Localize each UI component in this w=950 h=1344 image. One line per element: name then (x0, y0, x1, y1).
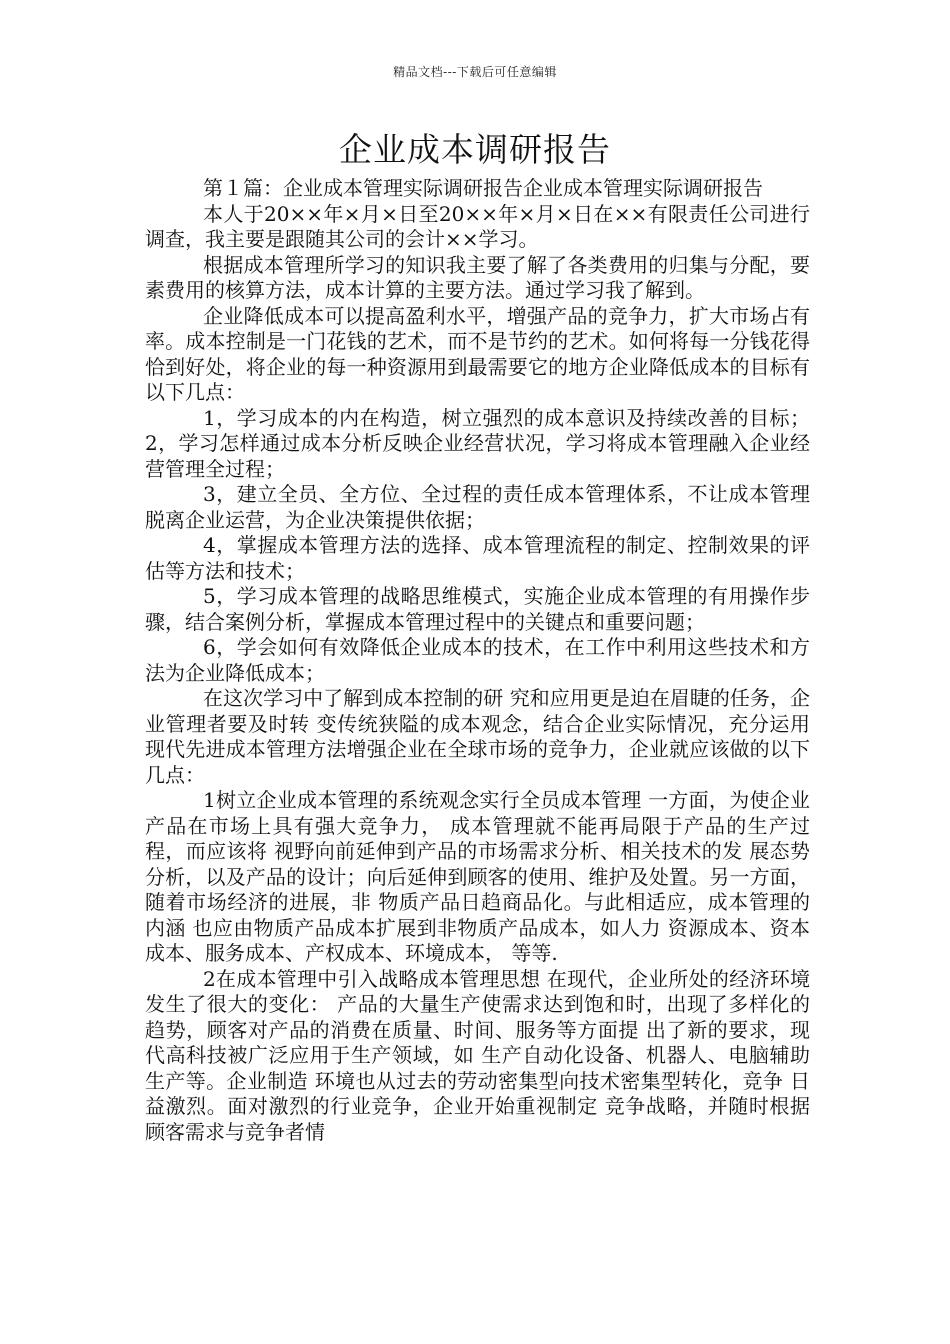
document-body (145, 176, 810, 1145)
page-header: 精品文档---下载后可任意编辑 (393, 65, 557, 79)
paragraph: 6，学会如何有效降低企业成本的技术，在工作中利用这些技术和方法为企业降低成本； (145, 635, 810, 685)
paragraph: 在这次学习中了解到成本控制的研 究和应用更是迫在眉睫的任务，企业管理者要及时转 变传统狭隘的成本观念，结合企业实际情况，充分运用 现代先进成本管理方法增强企业在全球市场的竞争力，企业就应该做的以下几点： (145, 686, 810, 787)
document-title: 企业成本调研报告 (339, 130, 611, 169)
paragraph: 2在成本管理中引入战略成本管理思想 在现代，企业所处的经济环境发生了很大的变化： 产品的大量生产使需求达到饱和时，出现了多样化的 趋势，顾客对产品的消费在质量、时间、服务等方面提 出了新的要求，现代高科技被广泛应用于生产领域，如 生产自动化设备、机器人、电脑辅助生产等。企业制造 环境也从过去的劳动密集型向技术密集型转化，竞争 日益激烈。面对激烈的行业竞争，企业开始重视制定 竞争战略，并随时根据顾客需求与竞争者情 (145, 966, 810, 1144)
paragraph: 根据成本管理所学习的知识我主要了解了各类费用的归集与分配，要素费用的核算方法，成本计算的主要方法。通过学习我了解到。 (145, 252, 810, 302)
paragraph: 1树立企业成本管理的系统观念实行全员成本管理 一方面，为使企业产品在市场上具有强大竞争力， 成本管理就不能再局限于产品的生产过程，而应该将 视野向前延伸到产品的市场需求分析、相关技术的发 展态势分析，以及产品的设计；向后延伸到顾客的使用、维护及处置。另一方面，随着市场经济的进展，非 物质产品日趋商品化。与此相适应，成本管理的内涵 也应由物质产品成本扩展到非物质产品成本，如人力 资源成本、资本成本、服务成本、产权成本、环境成本， 等等. (145, 788, 810, 965)
paragraph: 5，学习成本管理的战略思维模式，实施企业成本管理的有用操作步骤，结合案例分析，掌握成本管理过程中的关键点和重要问题； (145, 584, 810, 634)
paragraph: 3，建立全员、全方位、全过程的责任成本管理体系，不让成本管理脱离企业运营，为企业决策提供依据； (145, 482, 810, 532)
paragraph: 1，学习成本的内在构造，树立强烈的成本意识及持续改善的目标；2，学习怎样通过成本分析反映企业经营状况，学习将成本管理融入企业经营管理全过程； (145, 405, 810, 481)
paragraph: 本人于20××年×月×日至20××年×月×日在××有限责任公司进行调查，我主要是跟随其公司的会计××学习。 (145, 201, 810, 251)
paragraph: 企业降低成本可以提高盈利水平，增强产品的竞争力，扩大市场占有率。成本控制是一门花钱的艺术，而不是节约的艺术。如何将每一分钱花得恰到好处，将企业的每一种资源用到最需要它的地方企业降低成本的目标有以下几点： (145, 303, 810, 404)
paragraph: 4，掌握成本管理方法的选择、成本管理流程的制定、控制效果的评估等方法和技术； (145, 533, 810, 583)
paragraph: 第１篇：企业成本管理实际调研报告企业成本管理实际调研报告 (203, 176, 763, 200)
